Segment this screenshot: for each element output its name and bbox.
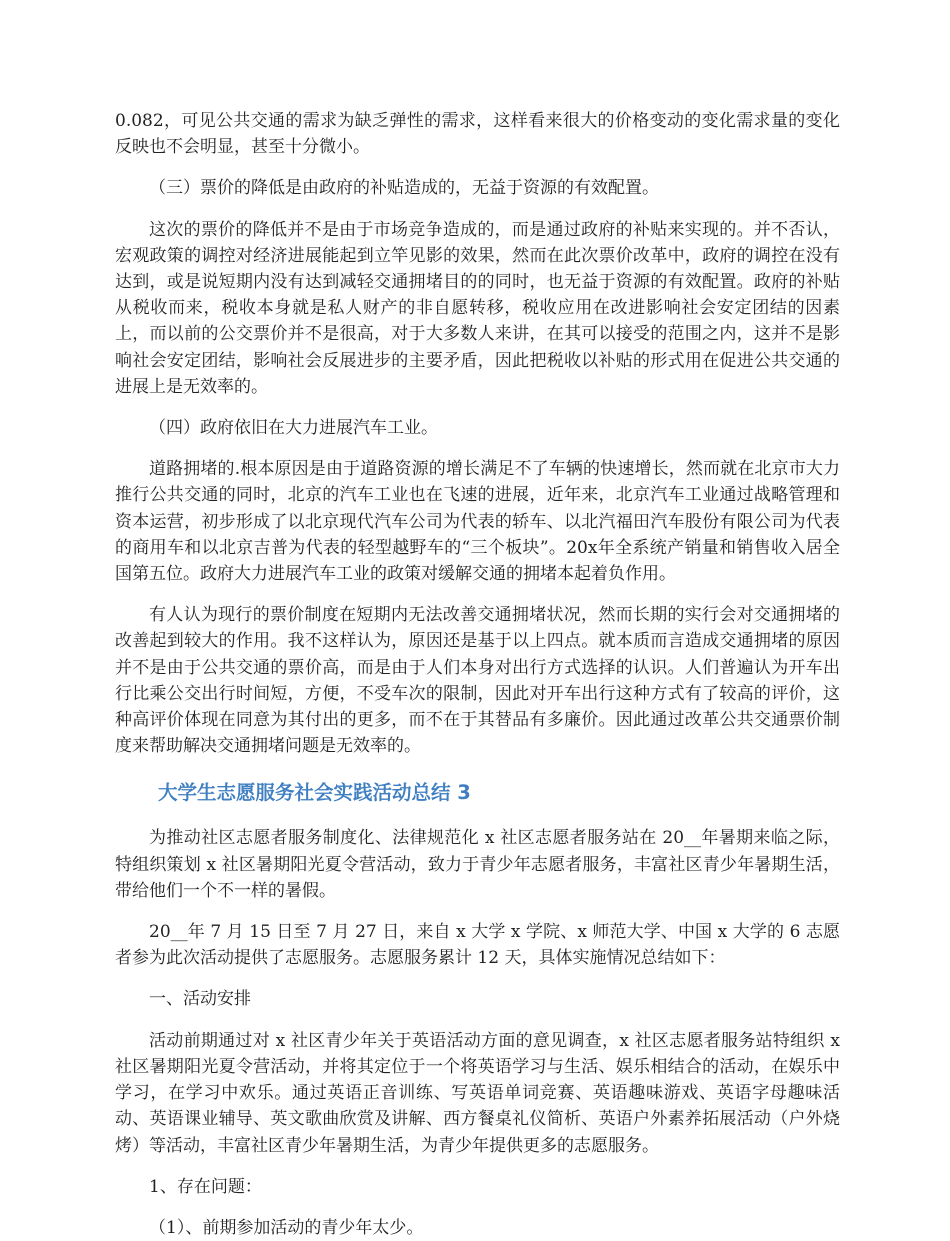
section-heading-1: 一、活动安排: [149, 989, 251, 1010]
paragraph: 这次的票价的降低并不是由于市场竞争造成的，而是通过政府的补贴来实现的。并不否认，宏观政策的调控对经济进展能起到立竿见影的效果，然而在此次票价改革中，政府的调控在没有达到，或是说短期内没有达到减轻交通拥堵目的的同时，也无益于资源的有效配置。政府的补贴从税收而来，税收本身就是私人财产的非自愿转移，税收应用在改进影响社会安定团结的因素上，而以前的公交票价并不是很高，对于大多数人来讲，在其可以接受的范围之内，这并不是影响社会安定团结，影响社会反展进步的主要矛盾，因此把税收以补贴的形式用在促进公共交通的进展上是无效率的。: [115, 219, 840, 397]
paragraph: 20__年 7 月 15 日至 7 月 27 日，来自 x 大学 x 学院、x 师范大学、中国 x 大学的 6 志愿者参为此次活动提供了志愿服务。志愿服务累计 12 天，具体实施情况总结如下：: [115, 922, 840, 969]
paragraph: 活动前期通过对 x 社区青少年关于英语活动方面的意见调查，x 社区志愿者服务站特组织 x 社区暑期阳光夏令营活动，并将其定位于一个将英语学习与生活、娱乐相结合的活动，在娱乐中学习，在学习中欢乐。通过英语正音训练、写英语单词竞赛、英语趣味游戏、英语字母趣味活动、英语课业辅导、英文歌曲欣赏及讲解、西方餐桌礼仪简析、英语户外素养拓展活动（户外烧烤）等活动，丰富社区青少年暑期生活，为青少年提供更多的志愿服务。: [115, 1030, 840, 1156]
section-heading-3: （三）票价的降低是由政府的补贴造成的，无益于资源的有效配置。: [149, 178, 659, 199]
subsection-heading: 1、存在问题：: [149, 1176, 262, 1197]
paragraph: 为推动社区志愿者服务制度化、法律规范化 x 社区志愿者服务站在 20__年暑期来临之际，特组织策划 x 社区暑期阳光夏令营活动，致力于青少年志愿者服务，丰富社区青少年暑期生活，带给他们一个不一样的暑假。: [115, 828, 840, 901]
paragraph: 有人认为现行的票价制度在短期内无法改善交通拥堵状况，然而长期的实行会对交通拥堵的改善起到较大的作用。我不这样认为，原因还是基于以上四点。就本质而言造成交通拥堵的原因并不是由于公共交通的票价高，而是由于人们本身对出行方式选择的认识。人们普遍认为开车出行比乘公交出行时间短，方便，不受车次的限制，因此对开车出行这种方式有了较高的评价，这种高评价体现在同意为其付出的更多，而不在于其替品有多廉价。因此通过改革公共交通票价制度来帮助解决交通拥堵问题是无效率的。: [115, 605, 840, 757]
section-heading-4: （四）政府依旧在大力进展汽车工业。: [149, 418, 438, 439]
paragraph-continuation: 0.082，可见公共交通的需求为缺乏弹性的需求，这样看来很大的价格变动的变化需求量的变化反映也不会明显，甚至十分微小。: [115, 111, 840, 158]
document-page: [115, 108, 840, 1241]
paragraph: 道路拥堵的.根本原因是由于道路资源的增长满足不了车辆的快速增长，然而就在北京市大力推行公共交通的同时，北京的汽车工业也在飞速的进展，近年来，北京汽车工业通过战略管理和资本运营，初步形成了以北京现代汽车公司为代表的轿车、以北汽福田汽车股份有限公司为代表的商用车和以北京吉普为代表的轻型越野车的“三个板块”。20x年全系统产销量和销售收入居全国第五位。政府大力进展汽车工业的政策对缓解交通的拥堵本起着负作用。: [115, 459, 840, 585]
article-title: 大学生志愿服务社会实践活动总结 3: [158, 781, 471, 805]
list-item: （1）、前期参加活动的青少年太少。: [149, 1217, 424, 1238]
